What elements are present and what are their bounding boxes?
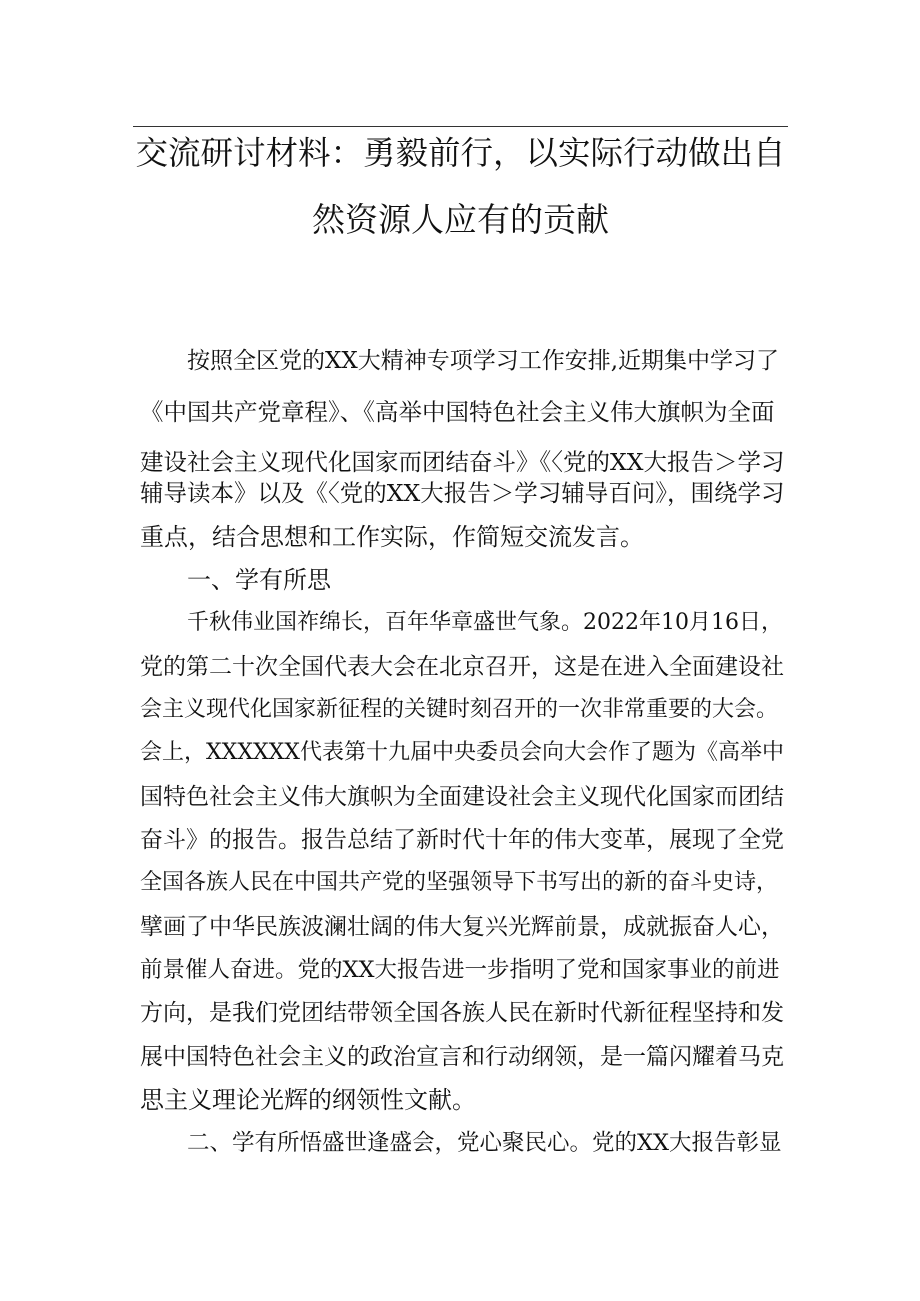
paragraph-line: 重点，结合思想和工作实际，作简短交流发言。 xyxy=(140,523,644,551)
paragraph-line: 按照全区党的XX大精神专项学习工作安排,近期集中学习了 xyxy=(187,348,780,374)
paragraph-line: 会上，XXXXXX代表第十九届中央委员会向大会作了题为《高举中 xyxy=(140,740,784,765)
paragraph-line: 建设社会主义现代化国家而团结奋斗》《〈党的XX大报告＞学习 xyxy=(140,448,785,476)
section-heading: 二、学有所悟盛世逢盛会，党心聚民心。党的XX大报告彰显 xyxy=(187,1130,782,1156)
document-title-line-1: 交流研讨材料：勇毅前行，以实际行动做出自 xyxy=(135,134,786,172)
paragraph-line: 党的第二十次全国代表大会在北京召开，这是在进入全面建设社 xyxy=(140,654,784,680)
paragraph-line: 展中国特色社会主义的政治宣言和行动纲领，是一篇闪耀着马克 xyxy=(140,1044,784,1070)
paragraph-line: 前景催人奋进。党的XX大报告进一步指明了党和国家事业的前进 xyxy=(140,957,780,983)
paragraph-line: 《中国共产党章程》、《高举中国特色社会主义伟大旗帜为全面 xyxy=(140,398,775,426)
paragraph-line: 方向，是我们党团结带领全国各族人民在新时代新征程坚持和发 xyxy=(140,1000,784,1026)
paragraph-line: 擘画了中华民族波澜壮阔的伟大复兴光辉前景，成就振奋人心， xyxy=(140,914,784,940)
header-rule xyxy=(133,126,788,127)
paragraph-line: 会主义现代化国家新征程的关键时刻召开的一次非常重要的大会。 xyxy=(140,697,779,722)
document-title-line-2: 然资源人应有的贡献 xyxy=(312,200,609,239)
paragraph-line: 千秋伟业国祚绵长，百年华章盛世气象。2022年10月16日， xyxy=(187,610,783,635)
paragraph-line: 国特色社会主义伟大旗帜为全面建设社会主义现代化国家而团结 xyxy=(140,784,784,810)
paragraph-line: 思主义理论光辉的纲领性文献。 xyxy=(140,1086,476,1114)
section-heading: 一、学有所思 xyxy=(187,566,331,594)
paragraph-line: 奋斗》的报告。报告总结了新时代十年的伟大变革，展现了全党 xyxy=(140,827,784,853)
paragraph-line: 辅导读本》以及《〈党的XX大报告＞学习辅导百问》，围绕学习 xyxy=(140,479,785,507)
paragraph-line: 全国各族人民在中国共产党的坚强领导下书写出的新的奋斗史诗， xyxy=(140,870,779,895)
